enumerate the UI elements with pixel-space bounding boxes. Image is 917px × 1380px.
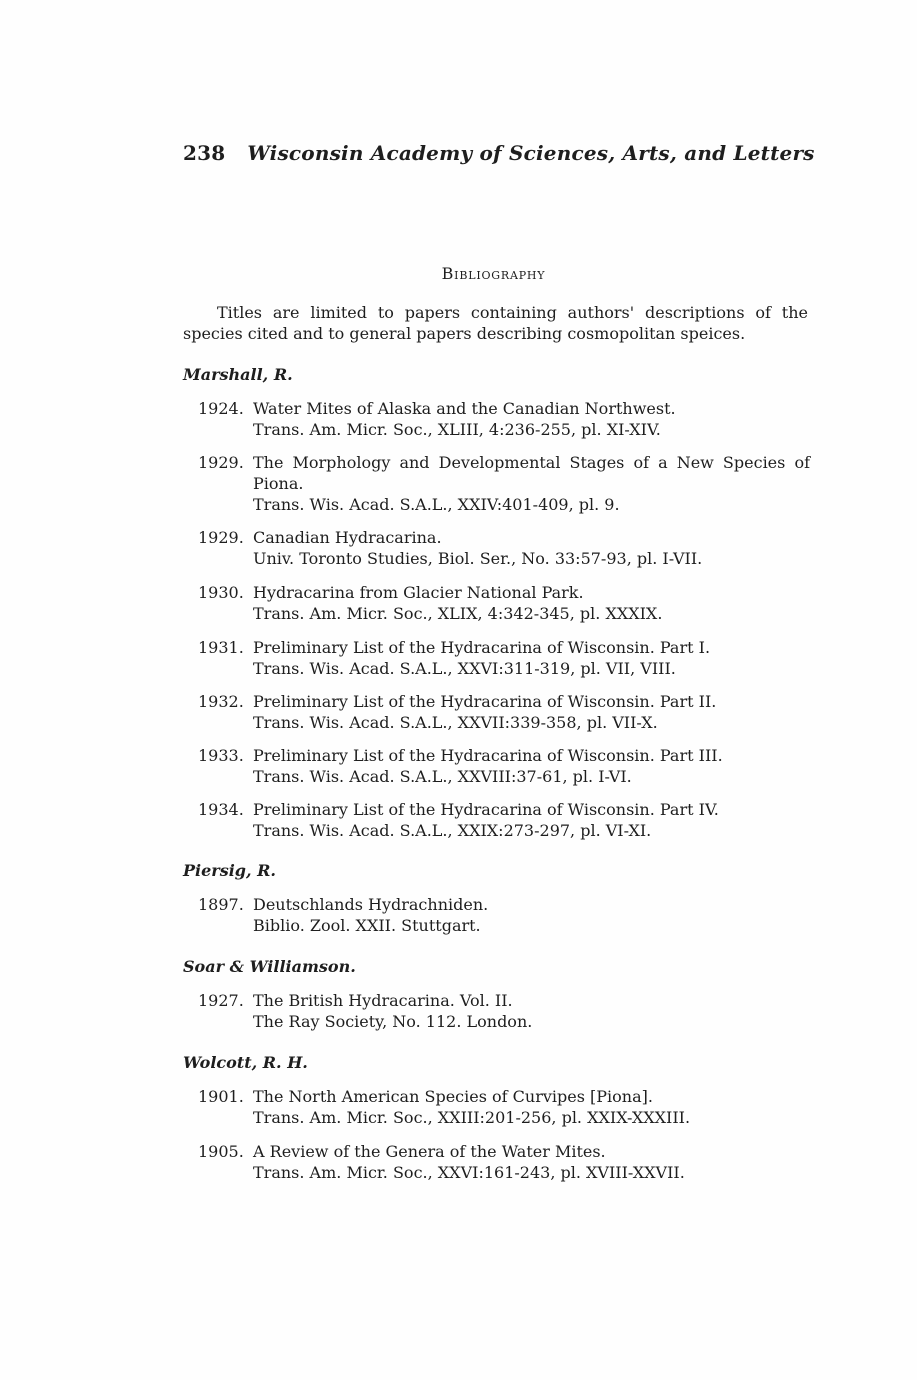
page-number: 238 xyxy=(183,141,226,165)
entry-citation: Trans. Wis. Acad. S.A.L., XXIV:401-409, pl. 9. xyxy=(253,495,620,514)
journal-title: Wisconsin Academy of Sciences, Arts, and Letters xyxy=(247,141,815,165)
entry-citation: Trans. Am. Micr. Soc., XXIII:201-256, pl. XXIX-XXXIII. xyxy=(253,1108,691,1127)
intro-paragraph: Titles are limited to papers containing authors' descriptions of the species cited and to general papers describing cosmopolitan speices. xyxy=(183,303,808,343)
bibliography-entry xyxy=(198,990,810,1032)
entry-title: Preliminary List of the Hydracarina of Wisconsin. Part II. xyxy=(253,692,717,711)
entry-title: Preliminary List of the Hydracarina of Wisconsin. Part I. xyxy=(253,638,711,657)
bibliography-entry xyxy=(198,894,810,936)
author-heading: Piersig, R. xyxy=(183,861,276,880)
entry-title: The British Hydracarina. Vol. II. xyxy=(253,991,513,1010)
entry-title: Canadian Hydracarina. xyxy=(253,528,442,547)
entry-title: Preliminary List of the Hydracarina of Wisconsin. Part III. xyxy=(253,746,723,765)
entry-title: A Review of the Genera of the Water Mites. xyxy=(253,1142,606,1161)
entry-citation: The Ray Society, No. 112. London. xyxy=(253,1012,533,1031)
bibliography-entry xyxy=(198,691,810,733)
bibliography-entry xyxy=(198,452,810,515)
entry-citation: Trans. Am. Micr. Soc., XLIII, 4:236-255, pl. XI-XIV. xyxy=(253,420,661,439)
entry-title: Preliminary List of the Hydracarina of Wisconsin. Part IV. xyxy=(253,800,719,819)
entry-citation: Trans. Am. Micr. Soc., XLIX, 4:342-345, pl. XXXIX. xyxy=(253,604,663,623)
bibliography-entry xyxy=(198,398,810,440)
bibliography-entry xyxy=(198,637,810,679)
entry-citation: Biblio. Zool. XXII. Stuttgart. xyxy=(253,916,481,935)
entry-year: 1905. xyxy=(198,1142,244,1161)
entry-citation: Trans. Wis. Acad. S.A.L., XXVI:311-319, pl. VII, VIII. xyxy=(253,659,676,678)
running-head xyxy=(183,141,815,165)
entry-title: The North American Species of Curvipes [Piona]. xyxy=(253,1087,653,1106)
entry-title: The Morphology and Developmental Stages of a New Species of Piona. xyxy=(253,453,810,493)
bibliography-entry xyxy=(198,745,810,787)
author-heading: Marshall, R. xyxy=(183,365,293,384)
bibliography-entry xyxy=(198,1141,810,1183)
entry-title: Hydracarina from Glacier National Park. xyxy=(253,583,584,602)
entry-year: 1930. xyxy=(198,583,244,602)
bibliography-entry xyxy=(198,582,810,624)
entry-year: 1933. xyxy=(198,746,244,765)
entry-title: Water Mites of Alaska and the Canadian Northwest. xyxy=(253,399,676,418)
entry-citation: Trans. Wis. Acad. S.A.L., XXVII:339-358, pl. VII-X. xyxy=(253,713,658,732)
entry-citation: Trans. Wis. Acad. S.A.L., XXVIII:37-61, pl. I-VI. xyxy=(253,767,632,786)
entry-title: Deutschlands Hydrachniden. xyxy=(253,895,489,914)
entry-year: 1932. xyxy=(198,692,244,711)
author-heading: Wolcott, R. H. xyxy=(183,1053,308,1072)
bibliography-entry xyxy=(198,799,810,841)
bibliography-entry xyxy=(198,527,810,569)
entry-year: 1929. xyxy=(198,528,244,547)
entry-year: 1897. xyxy=(198,895,244,914)
bibliography-entry xyxy=(198,1086,810,1128)
entry-citation: Trans. Am. Micr. Soc., XXVI:161-243, pl. XVIII-XXVII. xyxy=(253,1163,685,1182)
author-heading: Soar & Williamson. xyxy=(183,957,356,976)
section-title: Bibliography xyxy=(441,264,546,283)
entry-citation: Univ. Toronto Studies, Biol. Ser., No. 33:57-93, pl. I-VII. xyxy=(253,549,703,568)
entry-year: 1901. xyxy=(198,1087,244,1106)
entry-year: 1929. xyxy=(198,453,244,472)
entry-year: 1934. xyxy=(198,800,244,819)
entry-citation: Trans. Wis. Acad. S.A.L., XXIX:273-297, pl. VI-XI. xyxy=(253,821,652,840)
entry-year: 1924. xyxy=(198,399,244,418)
entry-year: 1927. xyxy=(198,991,244,1010)
entry-year: 1931. xyxy=(198,638,244,657)
